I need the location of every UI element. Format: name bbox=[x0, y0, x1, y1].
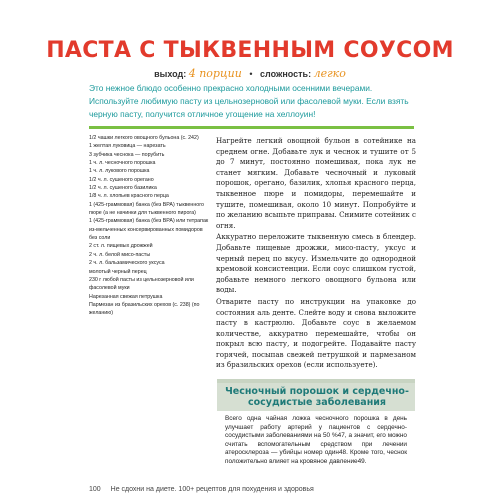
ingredient-item: 1/2 ч. л. сушеного базилика bbox=[89, 185, 157, 192]
sidebar-body: Всего одна чайная ложка чесночного порошка в день улучшает работу артерий у пациентов с сердечно-сосудистыми заболеваниями на 50 %47, а значит, его можно считать вспомогательным средством при лечении атеросклероза — убийцы номер один48. Кроме того, чеснок положительно влияет на кровяное давление49. bbox=[225, 415, 407, 465]
yield-value: 4 порции bbox=[188, 67, 242, 80]
sidebar-box bbox=[217, 379, 415, 471]
ingredient-list bbox=[89, 134, 211, 318]
instruction-step: Нагрейте легкий овощной бульон в сотейнике на среднем огне. Добавьте лук и чеснок и тушите от 5 до 7 минут, постоянно помешивая, пока лук не станет мягким. Добавьте чесночный и луковый порошок, орегано, базилик, хлопья красного перца, тыквенное пюре и помидоры, перемешайте и тушите, помешивая, около 10 минут. Попробуйте и по желанию всыпьте приправы. Снимите сотейник с огня. bbox=[216, 136, 416, 230]
ingredient-item: 2 ч. л. белой мисо-пасты bbox=[89, 251, 151, 258]
ingredient-item: 1 ч. л. лукового порошка bbox=[89, 168, 150, 175]
ingredient-item: 2 ст. л. пищевых дрожжей bbox=[89, 243, 153, 250]
ingredient-item: 3 зубчика чеснока — порубить bbox=[89, 151, 165, 158]
recipe-intro: Это нежное блюдо особенно прекрасно холодными осенними вечерами. Используйте любимую пасту из цельнозерновой или фасолевой муки. Если взять черную пасту, получится отличное угощение на хеллоуин! bbox=[89, 83, 409, 119]
difficulty-value: легко bbox=[313, 67, 346, 80]
book-title: Не сдохни на диете. 100+ рецептов для похудения и здоровья bbox=[110, 486, 314, 493]
difficulty-label: сложность: bbox=[259, 69, 312, 79]
ingredient-item: молотый черный перец bbox=[89, 268, 147, 275]
ingredient-item: 1 (425-граммовая) банка (без BPA) тыквенного пюре (а не начинки для тыквенного пирога) bbox=[89, 201, 206, 217]
ingredient-item: 1/8 ч. л. хлопьев красного перца bbox=[89, 193, 169, 200]
instruction-step: Отварите пасту по инструкции на упаковке до состояния аль денте. Слейте воду и снова выложите пасту в кастрюлю. Добавьте соус в желаемом количестве, аккуратно перемешайте, чтобы он покрыл всю пасту, и подогрейте. Подавайте пасту горячей, посыпав свежей петрушкой и пармезаном из бразильских орехов (если используете). bbox=[216, 296, 416, 370]
ingredient-item: 1 (425-граммовая) банка (без BPA) или тетрапак из-мельченных консервированных помидоров без соли bbox=[89, 218, 210, 242]
ingredient-item: 2 ч. л. бальзамического уксуса bbox=[89, 260, 165, 267]
instruction-step: Аккуратно переложите тыквенную смесь в блендер. Добавьте пищевые дрожжи, мисо-пасту, уксус и черный перец по вкусу. Измельчите до однородной кремовой консистенции. Если соус слишком густой, добавьте немного легкого овощного бульона или воды. bbox=[216, 232, 416, 295]
recipe-title: ПАСТА С ТЫКВЕННЫМ СОУСОМ bbox=[46, 38, 454, 63]
ingredient-item: 1/2 чашки легкого овощного бульона (с. 242) bbox=[89, 135, 199, 141]
sidebar-title: Чесночный порошок и сердечно-сосудистые заболевания bbox=[225, 386, 409, 408]
sidebar-header bbox=[217, 379, 415, 411]
page-number: 100 bbox=[89, 486, 101, 493]
recipe-meta: выход: 4 порции • сложность: легко bbox=[154, 67, 346, 80]
instructions bbox=[216, 136, 416, 372]
ingredient-item: Пармезан из бразильских орехов (с. 238) (по желанию) bbox=[89, 301, 201, 317]
ingredient-item: 1/2 ч. л. сушеного орегано bbox=[89, 176, 154, 183]
divider bbox=[89, 126, 414, 129]
ingredient-item: 1 желтая луковица — нарезать bbox=[89, 143, 166, 150]
ingredient-item: Нарезанная свежая петрушка bbox=[89, 293, 163, 300]
page-footer bbox=[89, 486, 314, 493]
ingredient-item: 230 г любой пасты из цельнозерновой или фасолевой муки bbox=[89, 276, 196, 292]
ingredient-item: 1 ч. л. чесночного порошка bbox=[89, 160, 156, 167]
yield-label: выход: bbox=[154, 69, 187, 79]
